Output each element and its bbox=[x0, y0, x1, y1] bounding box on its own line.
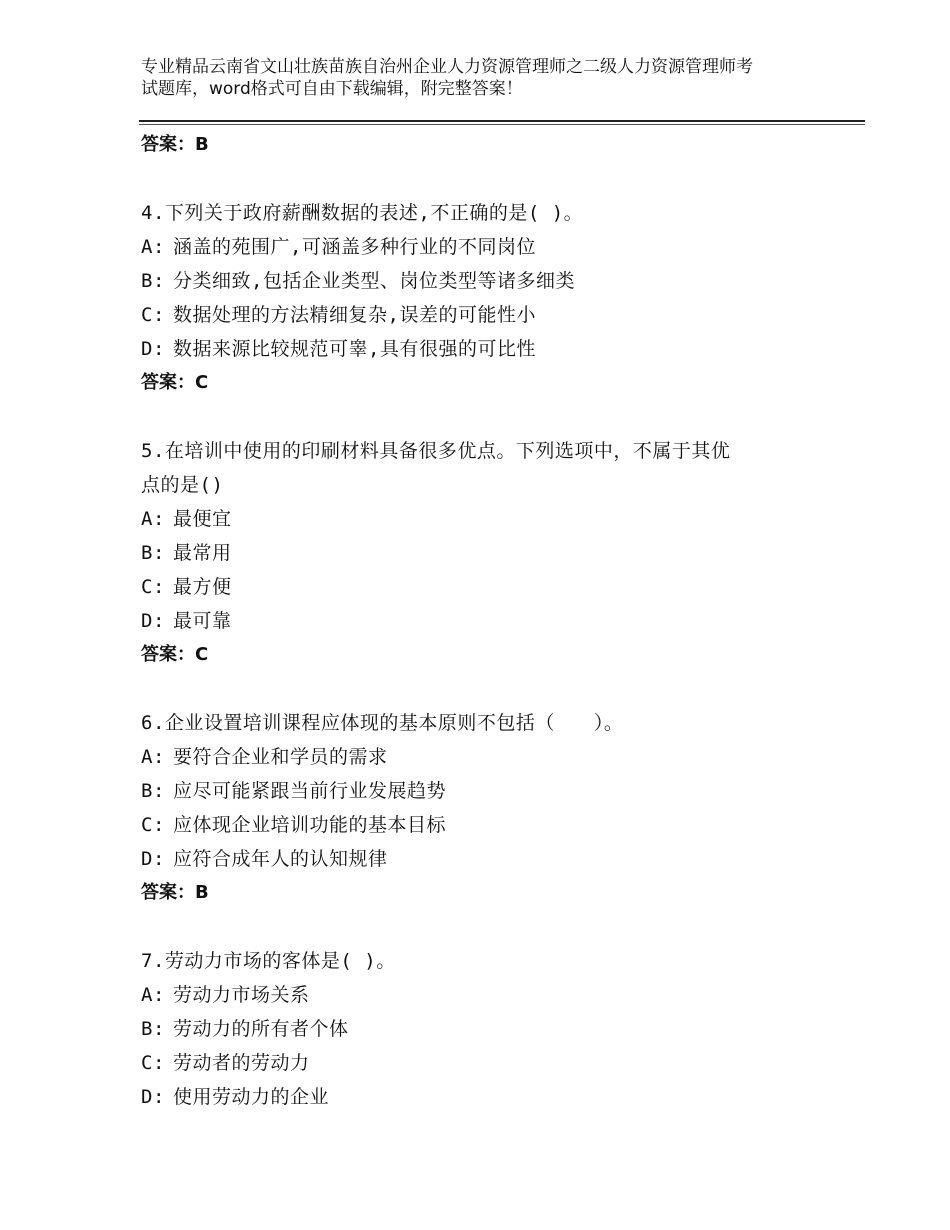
option-text: 应尽可能紧跟当前行业发展趋势 bbox=[173, 780, 447, 802]
option-text: 分类细致,包括企业类型、岗位类型等诸多细类 bbox=[173, 270, 575, 292]
page-header bbox=[141, 56, 841, 100]
question-block-7 bbox=[141, 944, 841, 1114]
question-stem: 5.在培训中使用的印刷材料具备很多优点。下列选项中，不属于其优 bbox=[141, 440, 731, 462]
question-stem: 7.劳动力市场的客体是( )。 bbox=[141, 950, 396, 972]
question-stem-continued: 点的是() bbox=[141, 474, 224, 496]
question-block-4 bbox=[141, 196, 841, 400]
option-key: D: bbox=[141, 610, 165, 632]
option-text: 最常用 bbox=[173, 542, 232, 564]
option-b bbox=[141, 264, 841, 298]
option-key: A: bbox=[141, 236, 165, 258]
option-text: 劳动力的所有者个体 bbox=[173, 1018, 349, 1040]
option-a bbox=[141, 978, 841, 1012]
option-key: C: bbox=[141, 304, 165, 326]
question-stem: 6.企业设置培训课程应体现的基本原则不包括（ ）。 bbox=[141, 712, 624, 734]
option-text: 应符合成年人的认知规律 bbox=[173, 848, 388, 870]
question-block-5 bbox=[141, 434, 841, 672]
option-key: B: bbox=[141, 780, 165, 802]
option-key: A: bbox=[141, 746, 165, 768]
header-divider bbox=[139, 120, 865, 122]
spacer bbox=[141, 400, 841, 434]
header-title-line-1: 专业精品云南省文山壮族苗族自治州企业人力资源管理师之二级人力资源管理师考 bbox=[141, 57, 753, 77]
header-divider-thin bbox=[139, 124, 865, 125]
option-a bbox=[141, 502, 841, 536]
option-c bbox=[141, 808, 841, 842]
option-d bbox=[141, 604, 841, 638]
option-text: 最方便 bbox=[173, 576, 232, 598]
option-key: A: bbox=[141, 508, 165, 530]
option-d bbox=[141, 1080, 841, 1114]
question-block-6 bbox=[141, 706, 841, 910]
option-a bbox=[141, 740, 841, 774]
option-text: 最可靠 bbox=[173, 610, 232, 632]
option-key: C: bbox=[141, 814, 165, 836]
answer-q5: 答案：C bbox=[141, 644, 209, 665]
option-key: D: bbox=[141, 848, 165, 870]
option-text: 使用劳动力的企业 bbox=[173, 1086, 330, 1108]
option-a bbox=[141, 230, 841, 264]
spacer bbox=[141, 162, 841, 196]
option-key: A: bbox=[141, 984, 165, 1006]
question-content bbox=[141, 128, 841, 1114]
option-c bbox=[141, 1046, 841, 1080]
option-key: D: bbox=[141, 1086, 165, 1108]
question-stem: 4.下列关于政府薪酬数据的表述,不正确的是( )。 bbox=[141, 202, 584, 224]
spacer bbox=[141, 910, 841, 944]
option-b bbox=[141, 536, 841, 570]
option-c bbox=[141, 570, 841, 604]
option-text: 数据来源比较规范可睾,具有很强的可比性 bbox=[173, 338, 536, 360]
option-text: 最便宜 bbox=[173, 508, 232, 530]
option-b bbox=[141, 774, 841, 808]
answer-q3: 答案：B bbox=[141, 134, 209, 155]
option-key: D: bbox=[141, 338, 165, 360]
option-text: 应体现企业培训功能的基本目标 bbox=[173, 814, 447, 836]
option-key: B: bbox=[141, 1018, 165, 1040]
option-key: C: bbox=[141, 1052, 165, 1074]
option-text: 劳动力市场关系 bbox=[173, 984, 310, 1006]
answer-q4: 答案：C bbox=[141, 372, 209, 393]
option-text: 数据处理的方法精细复杂,误差的可能性小 bbox=[173, 304, 536, 326]
option-key: B: bbox=[141, 542, 165, 564]
option-b bbox=[141, 1012, 841, 1046]
answer-q6: 答案：B bbox=[141, 882, 209, 903]
option-text: 要符合企业和学员的需求 bbox=[173, 746, 388, 768]
option-key: C: bbox=[141, 576, 165, 598]
option-d bbox=[141, 842, 841, 876]
option-key: B: bbox=[141, 270, 165, 292]
header-title-line-2: 试题库，word格式可自由下载编辑，附完整答案！ bbox=[141, 79, 523, 99]
option-text: 劳动者的劳动力 bbox=[173, 1052, 310, 1074]
option-text: 涵盖的苑围广,可涵盖多种行业的不同岗位 bbox=[173, 236, 536, 258]
option-c bbox=[141, 298, 841, 332]
spacer bbox=[141, 672, 841, 706]
option-d bbox=[141, 332, 841, 366]
